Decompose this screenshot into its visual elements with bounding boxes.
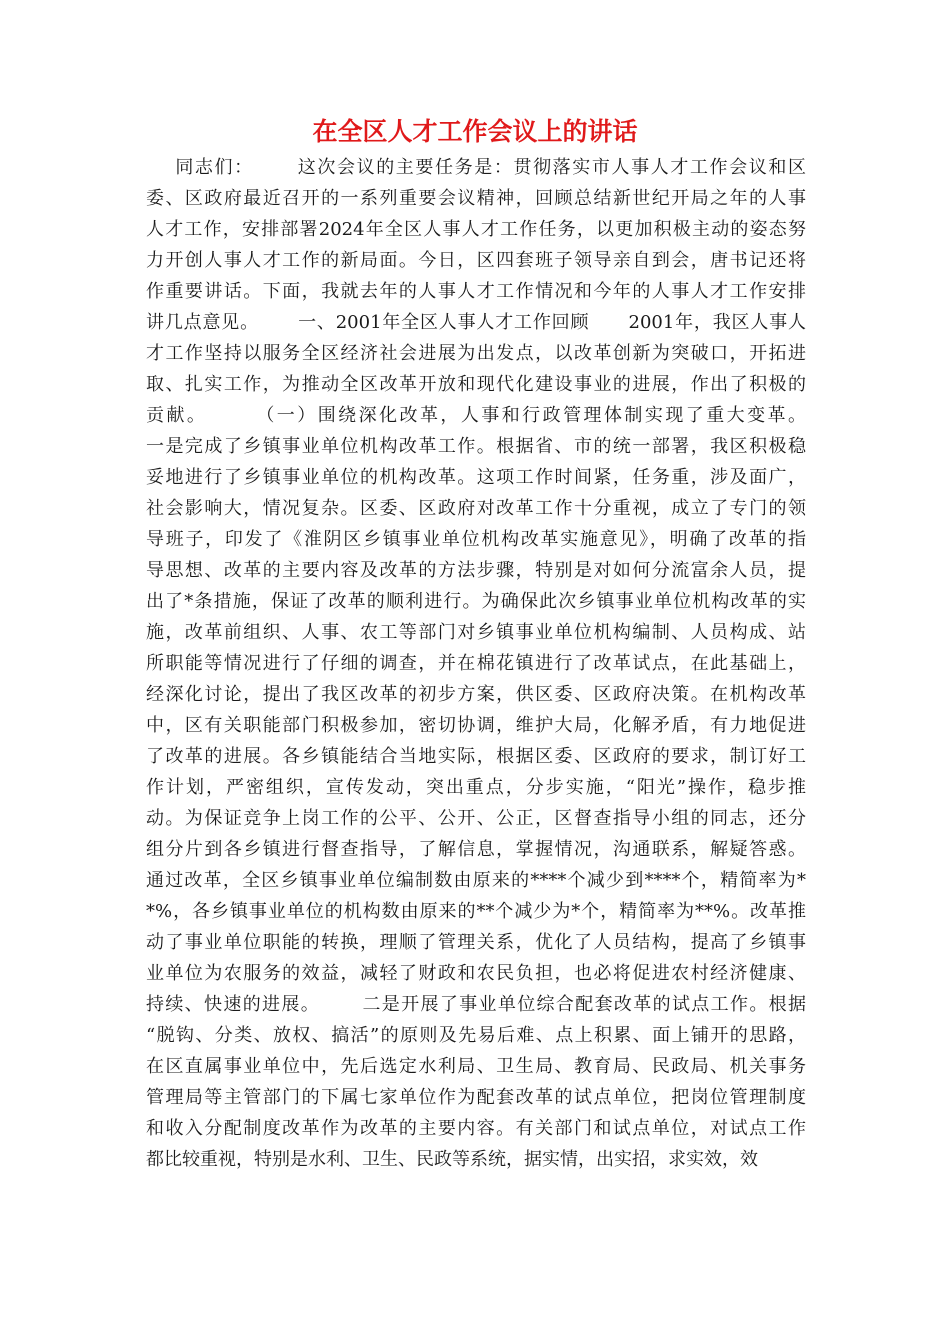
body-text-line: 妥地进行了乡镇事业单位的机构改革。这项工作时间紧，任务重，涉及面广，: [146, 467, 806, 488]
body-text-line: 组分片到各乡镇进行督查指导，了解信息，掌握情况，沟通联系，解疑答惑。: [146, 839, 806, 860]
body-text-line: 才工作坚持以服务全区经济社会进展为出发点，以改革创新为突破口，开拓进: [146, 343, 806, 364]
body-text-line: 都比较重视，特别是水利、卫生、民政等系统，据实情，出实招，求实效，效: [146, 1149, 758, 1170]
body-text-line: 管理局等主管部门的下属七家单位作为配套改革的试点单位，把岗位管理制度: [146, 1087, 806, 1108]
body-text-line: 一是完成了乡镇事业单位机构改革工作。根据省、市的统一部署，我区积极稳: [146, 436, 806, 457]
body-text-line: 讲几点意见。 一、2001年全区人事人才工作回顾 2001年，我区人事人: [146, 312, 806, 333]
body-text-line: 中，区有关职能部门积极参加，密切协调，维护大局，化解矛盾，有力地促进: [146, 715, 806, 736]
body-text-line: 动了事业单位职能的转换，理顺了管理关系，优化了人员结构，提高了乡镇事: [146, 932, 806, 953]
body-text-line: 导思想、改革的主要内容及改革的方法步骤，特别是对如何分流富余人员，提: [146, 560, 806, 581]
body-text-line: 业单位为农服务的效益，减轻了财政和农民负担，也必将促进农村经济健康、: [146, 963, 806, 984]
body-text-line: 社会影响大，情况复杂。区委、区政府对改革工作十分重视，成立了专门的领: [146, 498, 806, 519]
body-text-line: 人才工作，安排部署2024年全区人事人才工作任务，以更加积极主动的姿态努: [146, 219, 806, 240]
body-text-line: 通过改革，全区乡镇事业单位编制数由原来的****个减少到****个，精简率为*: [146, 870, 806, 891]
body-text-line: 作计划，严密组织，宣传发动，突出重点，分步实施，“阳光”操作，稳步推: [146, 777, 806, 798]
body-text-line: 持续、快速的进展。 二是开展了事业单位综合配套改革的试点工作。根据: [146, 994, 806, 1015]
body-text-line: 同志们： 这次会议的主要任务是：贯彻落实市人事人才工作会议和区: [146, 157, 806, 178]
body-text-line: 委、区政府最近召开的一系列重要会议精神，回顾总结新世纪开局之年的人事: [146, 188, 806, 209]
body-text-line: 出了*条措施，保证了改革的顺利进行。为确保此次乡镇事业单位机构改革的实: [146, 591, 806, 612]
body-text-line: 作重要讲话。下面，我就去年的人事人才工作情况和今年的人事人才工作安排: [146, 281, 806, 302]
document-body: [146, 152, 806, 1175]
body-text-line: “脱钩、分类、放权、搞活”的原则及先易后难、点上积累、面上铺开的思路，: [146, 1025, 806, 1046]
body-text-line: 经深化讨论，提出了我区改革的初步方案，供区委、区政府决策。在机构改革: [146, 684, 806, 705]
body-text-line: 了改革的进展。各乡镇能结合当地实际，根据区委、区政府的要求，制订好工: [146, 746, 806, 767]
body-text-line: 动。为保证竞争上岗工作的公平、公开、公正，区督查指导小组的同志，还分: [146, 808, 806, 829]
body-text-line: 和收入分配制度改革作为改革的主要内容。有关部门和试点单位，对试点工作: [146, 1118, 806, 1139]
body-text-line: 在区直属事业单位中，先后选定水利局、卫生局、教育局、民政局、机关事务: [146, 1056, 806, 1077]
body-text-line: *%，各乡镇事业单位的机构数由原来的**个减少为*个，精简率为**%。改革推: [146, 901, 806, 922]
body-text-line: 力开创人事人才工作的新局面。今日，区四套班子领导亲自到会，唐书记还将: [146, 250, 806, 271]
body-text-line: 所职能等情况进行了仔细的调查，并在棉花镇进行了改革试点，在此基础上，: [146, 653, 806, 674]
body-text-line: 取、扎实工作，为推动全区改革开放和现代化建设事业的进展，作出了积极的: [146, 374, 806, 395]
body-text-line: 导班子，印发了《淮阴区乡镇事业单位机构改革实施意见》，明确了改革的指: [146, 529, 806, 550]
document-title: 在全区人才工作会议上的讲话: [312, 117, 638, 146]
body-text-line: 贡献。 （一）围绕深化改革，人事和行政管理体制实现了重大变革。: [146, 405, 806, 426]
body-text-line: 施，改革前组织、人事、农工等部门对乡镇事业单位机构编制、人员构成、站: [146, 622, 806, 643]
